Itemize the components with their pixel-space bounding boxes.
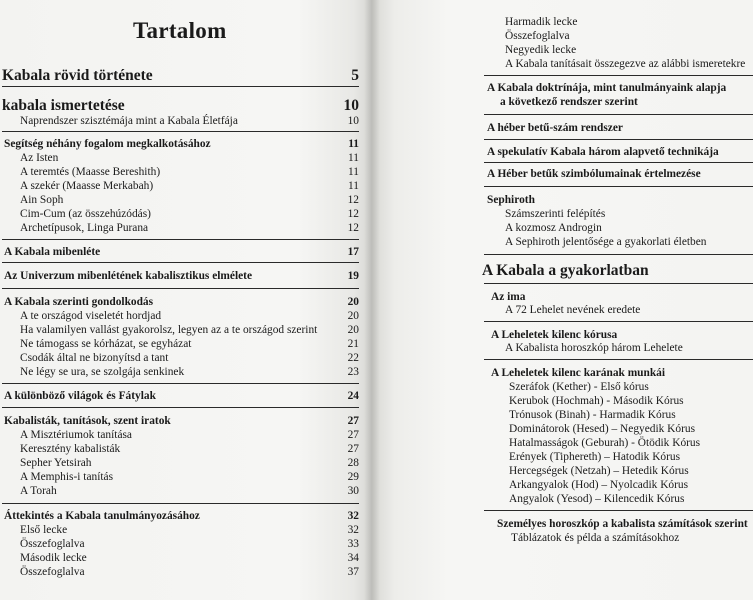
toc-item: Archetípusok, Linga Purana [20, 222, 149, 234]
toc-item: Összefoglalva [505, 30, 570, 42]
section-rule [2, 503, 359, 504]
toc-section-title: A héber betű-szám rendszer [487, 122, 623, 134]
toc-section-title: Kabala rövid története [2, 67, 153, 84]
toc-item: A Memphis-i tanítás [20, 471, 114, 483]
toc-section-title: Személyes horoszkóp a kabalista számítások szerint [497, 518, 748, 530]
toc-section-title: Az ima [491, 291, 526, 303]
toc-item: A szekér (Maasse Merkabah) [20, 180, 154, 192]
section-rule [484, 359, 753, 360]
toc-page-number: 28 [347, 457, 359, 469]
section-rule [484, 510, 753, 511]
section-rule [484, 321, 753, 322]
toc-item: Angyalok (Yesod) – Kilencedik Kórus [509, 493, 685, 505]
toc-item: Ne légy se ura, se szolgája senkinek [20, 366, 185, 378]
toc-page-number: 12 [347, 208, 359, 220]
section-rule [484, 75, 753, 76]
toc-item: Ain Soph [20, 194, 64, 206]
toc-item: Első lecke [20, 524, 68, 536]
section-rule [484, 139, 753, 140]
toc-item: A Sephiroth jelentősége a gyakorlati életben [505, 236, 707, 248]
toc-item: Szeráfok (Kether) - Első kórus [509, 381, 649, 393]
toc-item: A Torah [20, 485, 57, 497]
toc-left [0, 0, 372, 600]
toc-item: Ne támogass se kórházat, se egyházat [20, 338, 192, 350]
toc-item: Csodák által ne bizonyítsd a tant [20, 352, 169, 364]
toc-page-number: 23 [347, 366, 359, 378]
toc-page-number: 5 [351, 67, 359, 84]
toc-item: Harmadik lecke [505, 16, 578, 28]
toc-page-number: 20 [347, 324, 359, 336]
toc-page-number: 12 [347, 194, 359, 206]
section-rule [484, 283, 753, 284]
toc-page-number: 24 [347, 390, 359, 402]
toc-page-number: 17 [347, 246, 359, 258]
toc-item: A 72 Lehelet nevének eredete [505, 304, 641, 316]
toc-section-title: A Héber betűk szimbólumainak értelmezése [487, 168, 701, 180]
toc-page-number: 10 [343, 97, 359, 114]
toc-section-title: A Leheletek kilenc kórusa [491, 329, 618, 341]
page-title: Tartalom [133, 18, 227, 43]
toc-item: Erények (Tiphereth) – Hatodik Kórus [509, 451, 681, 463]
toc-page-number: 30 [347, 485, 359, 497]
toc-right [372, 0, 753, 600]
section-rule [484, 162, 753, 163]
section-rule [484, 254, 753, 255]
section-rule [2, 86, 359, 87]
toc-item: Összefoglalva [20, 566, 85, 578]
toc-page-number: 33 [347, 538, 359, 550]
toc-page-number: 27 [347, 429, 359, 441]
toc-item: Számszerinti felépítés [505, 208, 606, 220]
section-rule [2, 239, 359, 240]
toc-item: Cim-Cum (az összehúzódás) [20, 208, 151, 220]
toc-item: Trónusok (Binah) - Harmadik Kórus [509, 409, 676, 421]
section-rule [2, 407, 359, 408]
toc-section-title: A Leheletek kilenc karának munkái [491, 367, 666, 379]
toc-item: Táblázatok és példa a számításokhoz [511, 532, 680, 544]
toc-page-number: 11 [348, 138, 359, 150]
toc-item: A Kabalista horoszkóp három Lehelete [505, 342, 683, 354]
toc-section-title: A spekulatív Kabala három alapvető technikája [487, 146, 719, 158]
toc-section-title: kabala ismertetése [2, 97, 125, 114]
toc-item: Hercegségek (Netzah) – Hetedik Kórus [509, 465, 689, 477]
section-rule [2, 262, 359, 263]
toc-item: Ha valamilyen vallást gyakorolsz, legyen az a te országod szerint [20, 324, 318, 336]
toc-page-number: 12 [347, 222, 359, 234]
toc-item: Kerubok (Hochmah) - Második Kórus [509, 395, 684, 407]
toc-section-title-cont: a következő rendszer szerint [500, 96, 638, 108]
toc-section-title: Az Univerzum mibenlétének kabalisztikus elmélete [4, 270, 253, 282]
toc-item: Összefoglalva [20, 538, 85, 550]
toc-page-number: 27 [347, 443, 359, 455]
toc-item: Arkangyalok (Hod) – Nyolcadik Kórus [509, 479, 689, 491]
right-page [372, 0, 753, 600]
section-rule [484, 114, 753, 115]
toc-item: Negyedik lecke [505, 44, 577, 56]
section-rule [2, 383, 359, 384]
toc-section-title: A Kabala doktrínája, mint tanulmányaink alapja [487, 82, 727, 94]
toc-page-number: 20 [347, 310, 359, 322]
toc-item: Keresztény kabalisták [20, 443, 121, 455]
toc-page-number: 11 [348, 180, 359, 192]
toc-page-number: 32 [347, 524, 359, 536]
toc-item: A te országod viseletét hordjad [20, 310, 162, 322]
toc-page-number: 37 [347, 566, 359, 578]
toc-page-number: 19 [347, 270, 359, 282]
toc-item: Az Isten [20, 152, 59, 164]
toc-item: A kozmosz Androgin [505, 222, 602, 234]
toc-page-number: 29 [347, 471, 359, 483]
toc-page-number: 22 [347, 352, 359, 364]
toc-section-title: Kabalisták, tanítások, szent iratok [4, 415, 171, 427]
toc-item: Naprendszer szisztémája mint a Kabala Életfája [20, 115, 238, 127]
toc-section-title: A Kabala a gyakorlatban [482, 262, 649, 279]
toc-page-number: 27 [347, 415, 359, 427]
section-rule [2, 131, 359, 132]
toc-item: A Misztériumok tanítása [20, 429, 132, 441]
toc-page-number: 20 [347, 296, 359, 308]
toc-section-title: Segítség néhány fogalom megkalkotásához [4, 138, 211, 150]
toc-page-number: 34 [347, 552, 359, 564]
toc-page-number: 11 [348, 152, 359, 164]
book-gutter [364, 0, 380, 600]
toc-page-number: 11 [348, 166, 359, 178]
toc-item: Második lecke [20, 552, 87, 564]
toc-page-number: 21 [347, 338, 359, 350]
toc-section-title: Áttekintés a Kabala tanulmányozásához [4, 510, 200, 522]
toc-item: Hatalmasságok (Geburah) - Ötödik Kórus [509, 437, 701, 449]
toc-item: A Kabala tanításait összegezve az alábbi ismeretekre [505, 58, 746, 70]
toc-section-title: Sephiroth [487, 194, 535, 206]
toc-section-title: A Kabala szerinti gondolkodás [4, 296, 154, 308]
toc-page-number: 10 [347, 115, 359, 127]
section-rule [2, 288, 359, 289]
toc-page-number: 32 [347, 510, 359, 522]
toc-item: A teremtés (Maasse Bereshith) [20, 166, 161, 178]
left-page [0, 0, 372, 600]
toc-item: Sepher Yetsirah [20, 457, 92, 469]
toc-item: Dominátorok (Hesed) – Negyedik Kórus [509, 423, 696, 435]
section-rule [484, 186, 753, 187]
toc-section-title: A különböző világok és Fátylak [4, 390, 156, 402]
toc-section-title: A Kabala mibenléte [4, 246, 101, 258]
